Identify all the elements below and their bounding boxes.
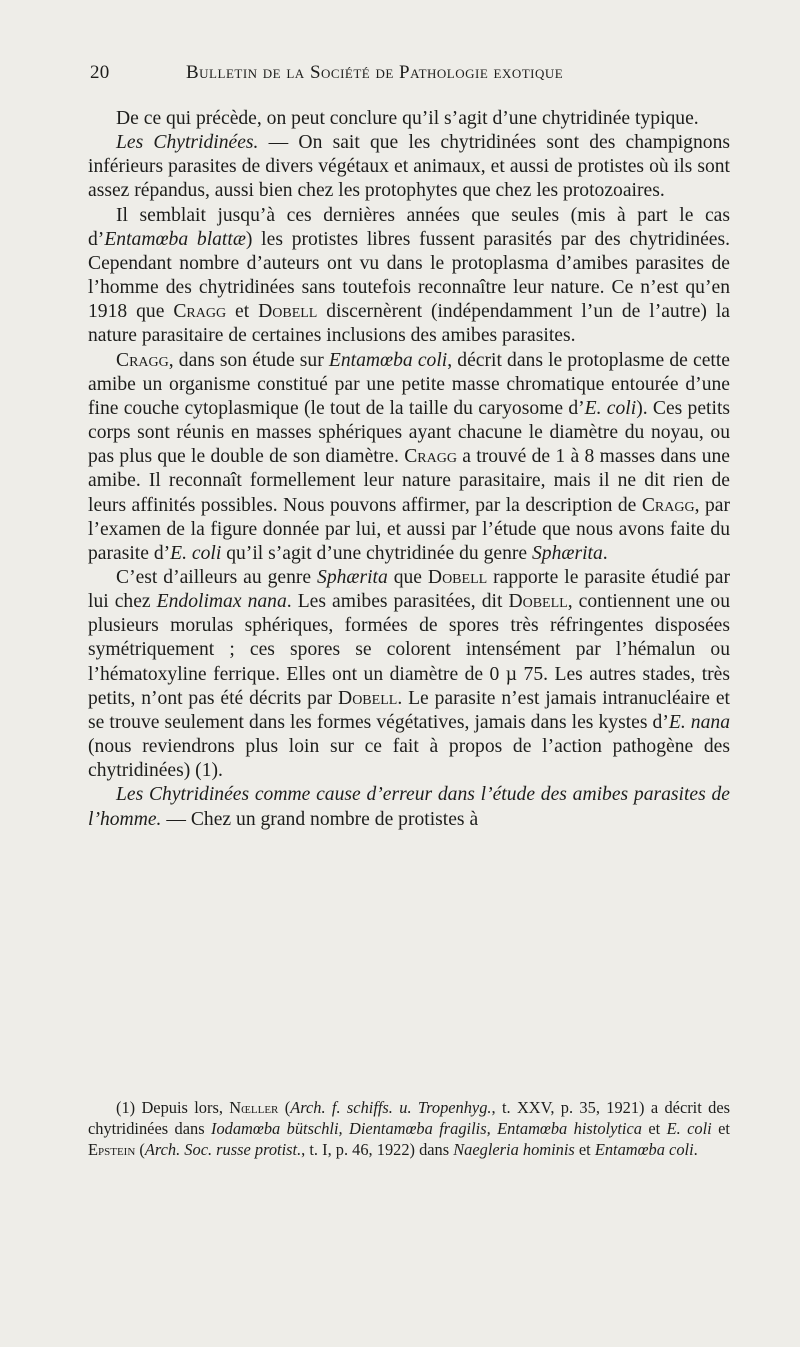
text-run: .	[693, 1140, 698, 1160]
text-run: et	[226, 301, 259, 323]
text-run: ). Ces petits corps sont réunis en masses sphériques ayant chacune le diamètre du noyau, ou pas plus que le double de son diamètre.	[88, 397, 731, 468]
author-name: Nœller	[229, 1098, 279, 1117]
author-name: Cragg	[641, 494, 695, 516]
footnote	[88, 1097, 730, 1161]
author-name: Dobell	[338, 687, 398, 709]
italic-text: Les Chytridinées comme cause d’erreur dans l’étude des amibes parasites de l’homme.	[88, 784, 730, 830]
text-run: (nous reviendrons plus loin sur ce fait à propos de l’action pathogène des chytridinées) (1).	[88, 736, 730, 782]
italic-text: E. coli	[170, 542, 222, 564]
text-run: De ce qui précède, on peut conclure qu’il s’agit d’une chytridinée typique.	[116, 108, 699, 129]
text-run: — On sait que les chytridinées sont des champignons inférieurs parasites de divers végétaux et animaux, et aussi de protistes où ils sont assez répandus, aussi bien chez les protophytes que chez les protozoaires.	[88, 132, 730, 202]
text-run: a trouvé de 1 à 8 masses dans une amibe. Il reconnaît formellement leur nature parasitaire, mais il ne dit rien de leurs affinités possibles. Nous pouvons affirmer, par la description de	[88, 446, 730, 516]
paragraph	[88, 566, 730, 783]
author-name: Epstein	[88, 1140, 136, 1160]
text-run: . Le parasite n’est jamais intranucléaire et se trouve seulement dans les formes végétatives, jamais dans les kystes d’	[88, 687, 730, 733]
text-run: , par l’examen de la figure donnée par lui, et aussi par l’étude que nous avons faite du parasite d’	[88, 494, 730, 564]
text-run: que	[387, 566, 428, 588]
text-run: discernèrent (indépendamment l’un de l’autre) la nature parasitaire de certaines inclusions des amibes parasites.	[88, 301, 730, 347]
paragraph	[88, 204, 730, 349]
text-run: (	[135, 1140, 145, 1160]
italic-text: Naegleria hominis	[453, 1140, 575, 1160]
italic-text: E. coli	[584, 397, 637, 419]
text-run: .	[602, 542, 608, 564]
text-run: qu’il s’agit d’une chytridinée du genre	[221, 542, 532, 564]
author-name: Dobell	[258, 301, 318, 323]
paragraph	[88, 349, 730, 566]
text-run: , t. XXV, p. 35, 1921) a décrit des chytridinées dans	[88, 1098, 730, 1139]
text-run: et	[641, 1119, 667, 1139]
italic-text: Entamœba blattæ	[104, 228, 246, 250]
italic-text: Sphærita	[317, 566, 388, 588]
text-run: , décrit dans le protoplasme de cette amibe un organisme constitué par une petite masse chromatique entourée d’une fine couche cytoplasmique (le tout de la taille du caryosome d’	[88, 349, 731, 419]
text-run: , t. I, p. 46, 1922) dans	[301, 1140, 454, 1160]
body-text	[88, 107, 730, 832]
italic-text: Les Chytridinées.	[116, 132, 259, 154]
text-run: et	[574, 1140, 595, 1160]
italic-text: Arch. Soc. russe protist.	[144, 1140, 302, 1160]
text-run: C’est d’ailleurs au genre	[116, 566, 318, 588]
author-name: Dobell	[427, 566, 488, 588]
author-name: Cragg	[116, 349, 169, 371]
paragraph	[88, 107, 730, 131]
italic-text: Arch. f. schiffs. u. Tropenhyg.	[290, 1098, 492, 1117]
italic-text: Endolimax nana	[156, 591, 287, 613]
page-number: 20	[90, 62, 110, 83]
text-run: (	[278, 1098, 291, 1117]
paragraph	[88, 131, 730, 203]
text-run: — Chez un grand nombre de protistes à	[161, 808, 479, 830]
italic-text: Entamœba coli	[328, 349, 448, 371]
italic-text: E. coli	[666, 1119, 712, 1139]
paragraph	[88, 783, 730, 831]
text-run: rapporte le parasite étudié par lui chez	[88, 566, 730, 613]
text-run: Il semblait jusqu’à ces dernières années que seules (mis à part le cas d’	[88, 204, 730, 250]
italic-text: Sphærita	[532, 542, 603, 564]
text-run: , contiennent une ou plusieurs morulas sphériques, formées de spores très réfringentes disposées symétriquement ; ces spores se colorent intensément par l’hémalun ou l’hématoxyline ferrique. Elles ont un diamètre de 0 µ 75. Les autres stades, très petits, n’ont pas été décrits par	[88, 591, 731, 709]
text-run: ) les protistes libres fussent parasités par des chytridinées. Cependant nombre d’auteurs ont vu dans le protoplasma d’amibes parasites de l’homme des chytridinées sans toutefois reconnaître leur nature. Ce n’est qu’en 1918 que	[88, 228, 730, 323]
author-name: Cragg	[173, 301, 227, 323]
running-title: Bulletin de la Société de Pathologie exotique	[186, 62, 564, 83]
footnotes	[88, 1097, 730, 1161]
italic-text: Iodamœba bütschli, Dientamœba fragilis, Entamœba histolytica	[211, 1119, 642, 1139]
italic-text: E. nana	[668, 711, 730, 733]
italic-text: Entamœba coli	[594, 1140, 694, 1160]
text-run: , dans son étude sur	[168, 349, 329, 371]
text-run: (1) Depuis lors,	[116, 1098, 230, 1117]
text-run: et	[711, 1119, 730, 1139]
author-name: Cragg	[404, 446, 457, 468]
author-name: Dobell	[508, 591, 568, 613]
text-run: . Les amibes parasitées, dit	[286, 591, 509, 613]
